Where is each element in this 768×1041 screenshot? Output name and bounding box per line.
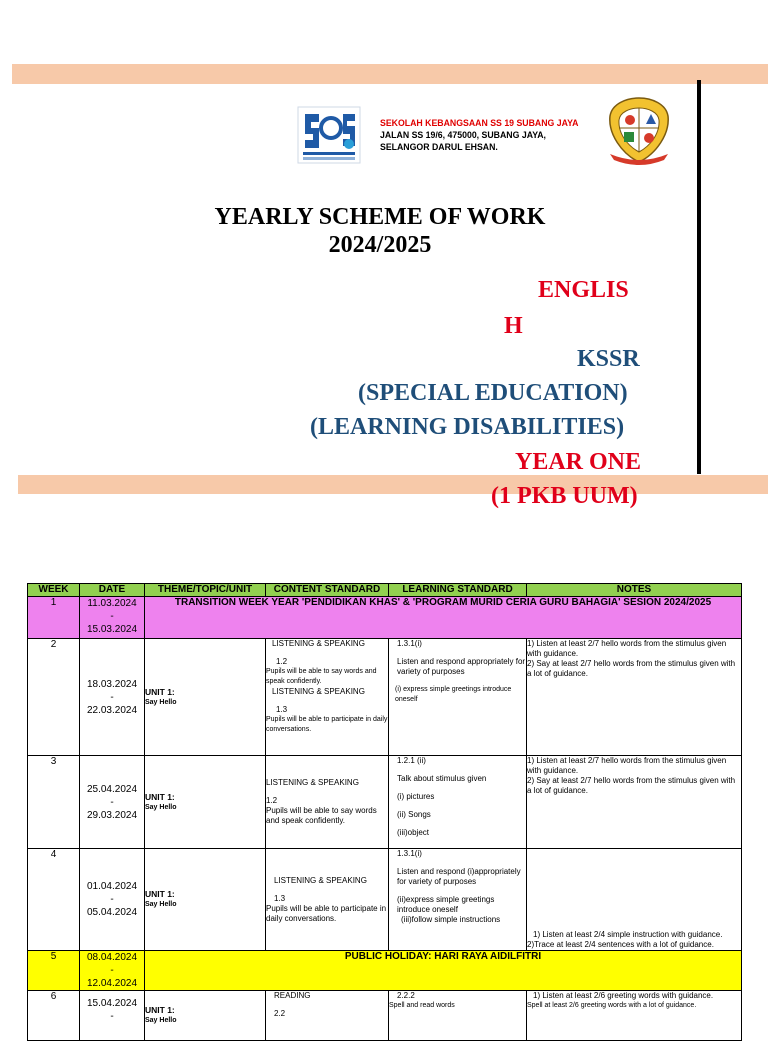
cs-code: 1.3	[274, 893, 286, 903]
vertical-divider-line	[697, 80, 701, 474]
unit-topic: Say Hello	[145, 901, 177, 908]
notes-cell	[527, 849, 742, 951]
ls-description: Spell and read words	[389, 1002, 455, 1009]
date-dash: -	[110, 965, 114, 976]
cs-code: 1.2	[276, 657, 288, 666]
note-item: 2)Trace at least 2/4 sentences with a lot of guidance.	[527, 940, 714, 949]
note-item: 1) Listen at least 2/7 hello words from the stimulus given with guidance.	[527, 639, 727, 658]
bottom-decor-band	[18, 475, 768, 494]
unit-label: UNIT 1:	[145, 1005, 175, 1015]
ls-item: (i) express simple greetings introduce oneself	[395, 686, 512, 703]
theme-cell	[145, 756, 266, 849]
date-end: 12.04.2024	[86, 978, 138, 989]
unit-label: UNIT 1:	[145, 686, 175, 697]
title-line-2: 2024/2025	[328, 232, 432, 258]
date-end: 05.04.2024	[86, 907, 138, 918]
note-item: Spell at least 2/6 greeting words with a lot of guidance.	[527, 1002, 697, 1009]
learning-disabilities-label: (LEARNING DISABILITIES)	[310, 414, 625, 440]
header-date: DATE	[80, 584, 145, 597]
date-start: 01.04.2024	[86, 881, 138, 892]
header-learning-standard: LEARNING STANDARD	[389, 584, 527, 597]
cs-skill: LISTENING & SPEAKING	[272, 639, 365, 648]
ls-code: 1.3.1(i)	[397, 639, 422, 648]
week-cell: 5	[28, 951, 80, 991]
date-dash: -	[110, 1011, 114, 1022]
date-end: 22.03.2024	[86, 704, 138, 716]
date-cell	[80, 756, 145, 849]
content-standard-cell	[266, 849, 389, 951]
learning-standard-cell	[389, 849, 527, 951]
school-name: SEKOLAH KEBANGSAAN SS 19 SUBANG JAYA	[380, 118, 579, 129]
date-start: 25.04.2024	[86, 783, 138, 795]
subject-line-1: ENGLIS	[538, 277, 629, 303]
ls-description: Listen and respond (i)appropriately for variety of purposes	[397, 867, 521, 886]
cs-description: Pupils will be able to say words and speak confidently.	[266, 668, 377, 685]
cs-skill: LISTENING & SPEAKING	[274, 875, 367, 885]
date-cell	[80, 849, 145, 951]
notes-cell	[527, 639, 742, 756]
notes-cell	[527, 991, 742, 1041]
table-row	[28, 849, 742, 951]
week-cell: 6	[28, 991, 80, 1041]
year-label: YEAR ONE	[515, 449, 642, 475]
table-row	[28, 756, 742, 849]
date-start: 08.04.2024	[86, 952, 138, 963]
cs-skill: LISTENING & SPEAKING	[266, 778, 359, 787]
week-cell: 2	[28, 639, 80, 756]
document-title	[150, 203, 610, 259]
unit-label: UNIT 1:	[145, 889, 175, 899]
ls-description: Talk about stimulus given	[397, 774, 487, 783]
cs-skill: READING	[274, 991, 311, 1000]
ls-code: 2.2.2	[397, 991, 415, 1000]
note-item: 1) Listen at least 2/6 greeting words with guidance.	[533, 991, 714, 1000]
ls-description: Listen and respond appropriately for variety of purposes	[397, 657, 526, 676]
learning-standard-cell	[389, 991, 527, 1041]
ls-item: (ii) Songs	[397, 810, 431, 819]
unit-label: UNIT 1:	[145, 791, 175, 802]
cs-code: 2.2	[274, 1009, 286, 1018]
unit-topic: Say Hello	[145, 698, 177, 706]
title-line-1: YEARLY SCHEME OF WORK	[214, 204, 546, 230]
cs-description: Pupils will be able to say words and speak confidently.	[266, 806, 377, 825]
learning-standard-cell	[389, 756, 527, 849]
table-header-row	[28, 584, 742, 597]
table-row	[28, 991, 742, 1041]
date-start: 15.04.2024	[86, 998, 138, 1009]
theme-cell	[145, 991, 266, 1041]
cs-description: Pupils will be able to participate in daily conversations.	[266, 903, 387, 923]
note-item: 1) Listen at least 2/7 hello words from the stimulus given with guidance.	[527, 756, 727, 775]
date-dash: -	[110, 796, 114, 808]
date-dash: -	[110, 691, 114, 703]
school-address-line2: SELANGOR DARUL EHSAN.	[380, 142, 498, 153]
unit-topic: Say Hello	[145, 1017, 177, 1024]
holiday-banner: PUBLIC HOLIDAY: HARI RAYA AIDILFITRI	[145, 951, 742, 991]
week-cell: 4	[28, 849, 80, 951]
header-content-standard: CONTENT STANDARD	[266, 584, 389, 597]
table-row	[28, 951, 742, 991]
header-notes: NOTES	[527, 584, 742, 597]
note-item: 2) Say at least 2/7 hello words from the stimulus given with a lot of guidance.	[527, 659, 736, 678]
scheme-table	[27, 583, 742, 1041]
date-cell	[80, 639, 145, 756]
theme-cell	[145, 849, 266, 951]
date-dash: -	[110, 611, 114, 622]
class-label: (1 PKB UUM)	[491, 483, 638, 509]
week-cell: 3	[28, 756, 80, 849]
school-address-line1: JALAN SS 19/6, 475000, SUBANG JAYA,	[380, 130, 546, 141]
content-standard-cell	[266, 639, 389, 756]
notes-cell	[527, 756, 742, 849]
header-week: WEEK	[28, 584, 80, 597]
ls-code: 1.3.1(i)	[397, 849, 422, 858]
school-crest	[604, 94, 674, 166]
cs-code: 1.2	[266, 796, 278, 805]
top-decor-band	[12, 64, 768, 84]
header-theme: THEME/TOPIC/UNIT	[145, 584, 266, 597]
ls-item: (iii)object	[397, 828, 430, 837]
cs-description: Pupils will be able to participate in daily conversations.	[266, 716, 388, 733]
note-item: 2) Say at least 2/7 hello words from the stimulus given with a lot of guidance.	[527, 776, 736, 795]
ls-code: 1.2.1 (ii)	[397, 756, 426, 765]
school-info	[380, 118, 578, 154]
unit-topic: Say Hello	[145, 803, 177, 811]
date-end: 29.03.2024	[86, 809, 138, 821]
date-start: 18.03.2024	[86, 678, 138, 690]
date-cell	[80, 991, 145, 1041]
cs-skill: LISTENING & SPEAKING	[272, 687, 365, 696]
learning-standard-cell	[389, 639, 527, 756]
table-row	[28, 597, 742, 639]
cs-code: 1.3	[276, 705, 288, 714]
date-cell	[80, 951, 145, 991]
special-education-label: (SPECIAL EDUCATION)	[358, 380, 628, 406]
curriculum-label: KSSR	[577, 346, 640, 372]
subject-line-2: H	[504, 313, 523, 339]
transition-banner: TRANSITION WEEK YEAR 'PENDIDIKAN KHAS' & 'PROGRAM MURID CERIA GURU BAHAGIA' SESION 2024/2025	[145, 597, 742, 639]
ls-item: (i) pictures	[397, 792, 435, 801]
note-item: 1) Listen at least 2/4 simple instruction with guidance.	[533, 930, 723, 939]
date-start: 11.03.2024	[87, 598, 137, 609]
date-end: 15.03.2024	[86, 624, 138, 635]
content-standard-cell	[266, 756, 389, 849]
date-dash: -	[110, 894, 114, 905]
date-cell	[80, 597, 145, 639]
theme-cell	[145, 639, 266, 756]
ls-item: (ii)express simple greetings introduce oneself	[397, 895, 495, 914]
ls-item: (iii)follow simple instructions	[401, 915, 501, 924]
content-standard-cell	[266, 991, 389, 1041]
week-cell: 1	[28, 597, 80, 639]
table-row	[28, 639, 742, 756]
program-logo	[297, 106, 361, 164]
